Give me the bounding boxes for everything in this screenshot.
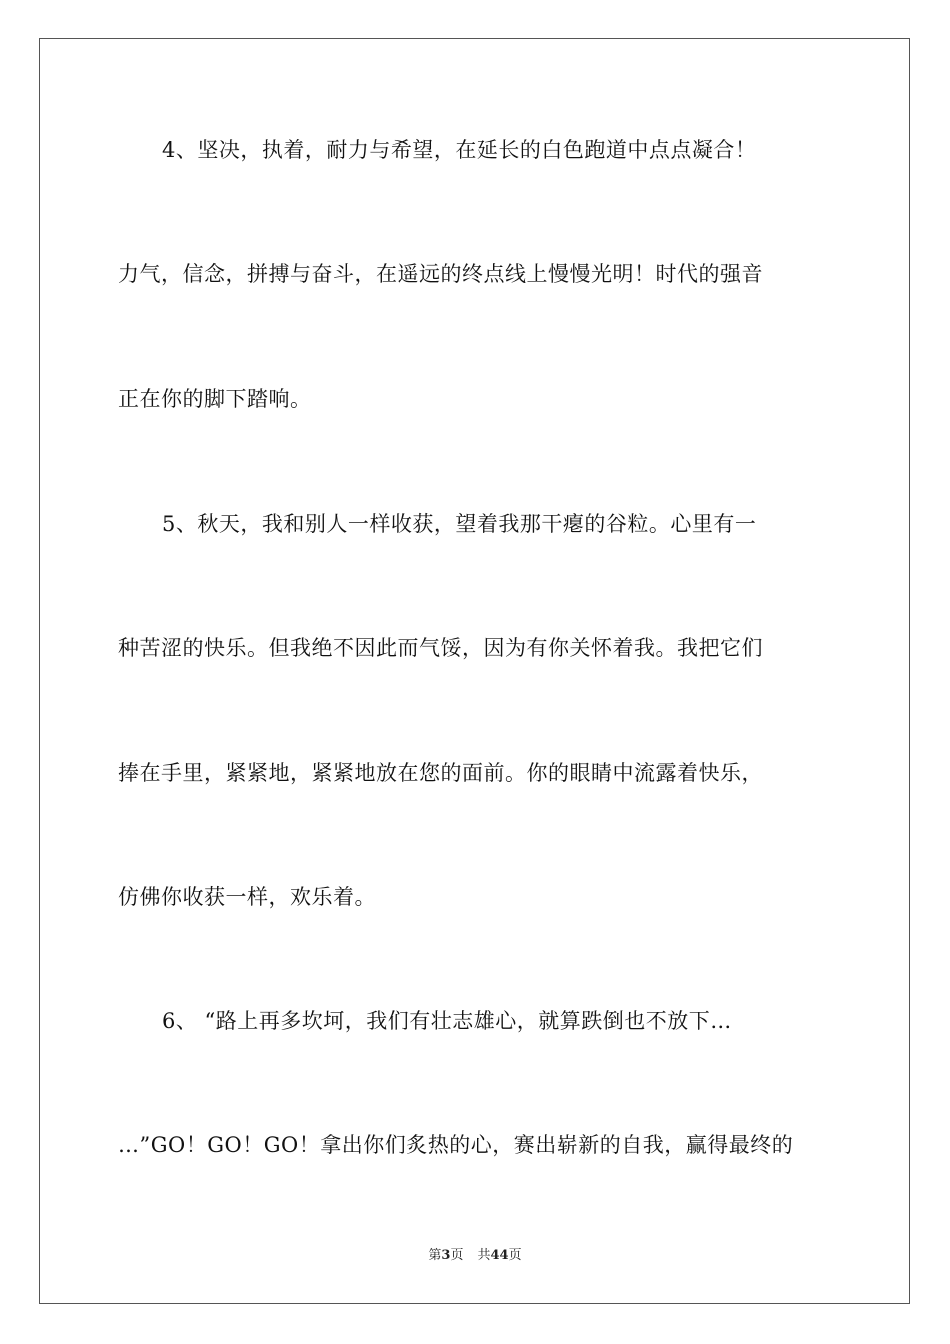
- text-line: 捧在手里，紧紧地，紧紧地放在您的面前。你的眼睛中流露着快乐，: [118, 761, 763, 785]
- page-suffix: 页: [450, 1248, 464, 1263]
- text-line: 6、 “路上再多坎坷，我们有壮志雄心，就算跌倒也不放下…: [162, 1009, 732, 1033]
- total-suffix: 页: [508, 1248, 522, 1263]
- total-prefix: 共: [477, 1248, 491, 1263]
- page-footer: [0, 1247, 950, 1265]
- page-border: [39, 38, 910, 1304]
- text-line: 仿佛你收获一样，欢乐着。: [118, 885, 376, 909]
- page-prefix: 第: [428, 1248, 442, 1263]
- text-line: 力气，信念，拼搏与奋斗，在遥远的终点线上慢慢光明！时代的强音: [118, 262, 763, 286]
- text-line: 5、秋天，我和别人一样收获，望着我那干瘪的谷粒。心里有一: [162, 512, 757, 536]
- text-line: 4、坚决，执着，耐力与希望，在延长的白色跑道中点点凝合！: [162, 138, 757, 162]
- text-line: 种苦涩的快乐。但我绝不因此而气馁，因为有你关怀着我。我把它们: [118, 636, 763, 660]
- page-current: 3: [441, 1248, 451, 1263]
- text-line: 正在你的脚下踏响。: [118, 387, 312, 411]
- page-total: 44: [490, 1248, 509, 1263]
- text-line: …”GO！GO！GO！拿出你们炙热的心，赛出崭新的自我，赢得最终的: [118, 1133, 794, 1157]
